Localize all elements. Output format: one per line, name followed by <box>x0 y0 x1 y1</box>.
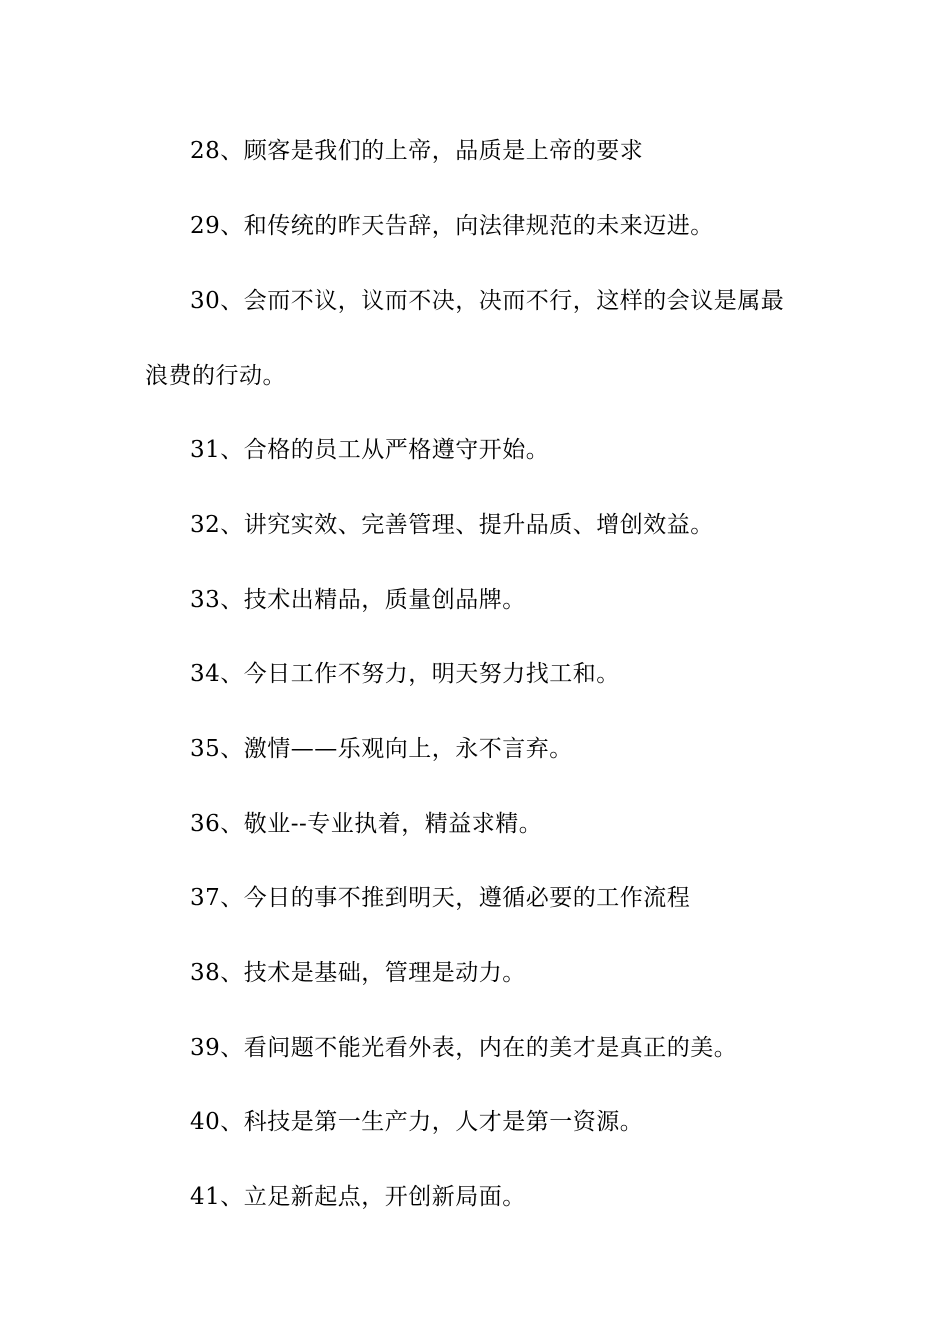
paragraph-37: 37、今日的事不推到明天，遵循必要的工作流程 <box>190 885 691 911</box>
paragraph-34: 34、今日工作不努力，明天努力找工和。 <box>190 661 620 687</box>
paragraph-30: 30、会而不议，议而不决，决而不行，这样的会议是属最 <box>190 288 785 314</box>
paragraph-39: 39、看问题不能光看外表，内在的美才是真正的美。 <box>190 1035 738 1061</box>
paragraph-33: 33、技术出精品，质量创品牌。 <box>190 587 526 613</box>
paragraph-28: 28、顾客是我们的上帝，品质是上帝的要求 <box>190 138 644 164</box>
paragraph-29: 29、和传统的昨天告辞，向法律规范的未来迈进。 <box>190 213 714 239</box>
paragraph-41: 41、立足新起点，开创新局面。 <box>190 1184 526 1210</box>
paragraph-31: 31、合格的员工从严格遵守开始。 <box>190 437 550 463</box>
paragraph-30-continuation: 浪费的行动。 <box>145 363 286 389</box>
paragraph-32: 32、讲究实效、完善管理、提升品质、增创效益。 <box>190 512 714 538</box>
paragraph-35: 35、激情——乐观向上，永不言弃。 <box>190 736 573 762</box>
paragraph-40: 40、科技是第一生产力，人才是第一资源。 <box>190 1109 644 1135</box>
paragraph-38: 38、技术是基础，管理是动力。 <box>190 960 526 986</box>
paragraph-36: 36、敬业--专业执着，精益求精。 <box>190 811 543 837</box>
